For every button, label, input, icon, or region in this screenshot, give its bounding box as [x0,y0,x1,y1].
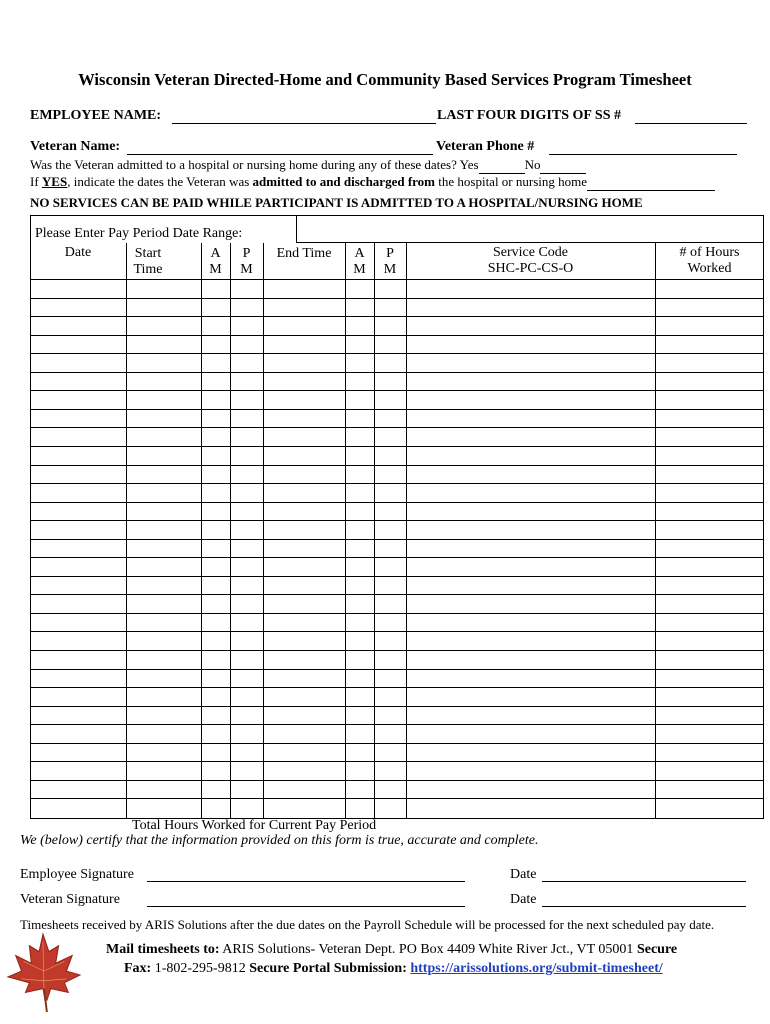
col-hours-line1: # of Hours [679,245,740,260]
col-hours [655,245,764,277]
no-label: No [524,157,541,172]
col-service-code [406,245,655,277]
employee-signature-field[interactable] [147,881,465,882]
mail-line [106,942,677,958]
table-row-line [30,483,764,484]
table-column-line [263,243,264,818]
table-row-line [30,316,764,317]
mail-address: ARIS Solutions- Veteran Dept. PO Box 4409 White River Jct., VT 05001 [219,942,637,957]
col-service-line2: SHC-PC-CS-O [487,261,574,276]
pay-period-field[interactable] [296,215,764,243]
col-pm-end-p: P [386,246,394,261]
veteran-name-label: Veteran Name: [30,139,121,154]
table-row-line [30,798,764,799]
table-row-line [30,743,764,744]
employee-date-field[interactable] [542,881,746,882]
employee-name-label: EMPLOYEE NAME: [30,108,162,123]
veteran-date-label: Date [510,892,537,907]
veteran-date-field[interactable] [542,906,746,907]
table-column-line [406,243,407,818]
indicate-bold-text: admitted to and discharged from [252,174,436,189]
col-start-line2: Time [133,262,163,277]
no-field[interactable] [540,157,586,174]
col-am-start-m: M [209,262,222,277]
col-hours-line2: Worked [687,261,732,276]
fax-number: 1-802-295-9812 [151,961,250,976]
mail-label: Mail timesheets to: [106,942,220,957]
table-row-line [30,520,764,521]
table-row-line [30,465,764,466]
col-service-line1: Service Code [492,245,569,260]
employee-name-field[interactable] [172,123,436,124]
table-row-line [30,706,764,707]
table-row-line [30,372,764,373]
table-column-line [374,243,375,818]
ss-label: LAST FOUR DIGITS OF SS # [437,108,621,123]
veteran-phone-field[interactable] [549,154,737,155]
col-pm-start-m: M [240,262,253,277]
total-hours-label: Total Hours Worked for Current Pay Period [132,818,377,833]
indicate-post-text: the hospital or nursing home [435,174,588,189]
fax-label: Fax: [124,961,152,976]
secure-label: Secure [636,942,678,957]
payroll-notice: Timesheets received by ARIS Solutions after the due dates on the Payroll Schedule will be processed for the next scheduled pay date. [20,917,715,932]
col-am-start [201,246,230,278]
veteran-signature-label: Veteran Signature [20,892,120,907]
table-column-line [230,243,231,818]
ss-field[interactable] [635,123,747,124]
hospital-dates-line [30,174,715,191]
table-column-line [126,243,127,818]
maple-leaf-icon [4,932,82,1014]
portal-label: Secure Portal Submission: [249,961,407,976]
employee-signature-label: Employee Signature [20,867,134,882]
table-row-line [30,335,764,336]
certify-statement: We (below) certify that the information provided on this form is true, accurate and complete. [20,833,539,848]
table-column-line [201,243,202,818]
table-row-line [30,298,764,299]
hospital-dates-field[interactable] [587,174,715,191]
col-am-start-a: A [210,246,221,261]
table-row-line [30,446,764,447]
page-title: Wisconsin Veteran Directed-Home and Community Based Services Program Timesheet [78,70,692,89]
col-am-end [345,246,374,278]
table-row-line [30,669,764,670]
table-row-line [30,409,764,410]
col-date: Date [64,245,92,260]
hospital-question [30,157,586,174]
col-pm-end [374,246,406,278]
col-am-end-m: M [353,262,366,277]
table-row-line [30,613,764,614]
timesheet-table [30,215,764,819]
table-row-line [30,353,764,354]
table-row-line [30,502,764,503]
table-row-line [30,724,764,725]
table-row-line [30,576,764,577]
table-row-line [30,780,764,781]
col-start [126,246,170,278]
fax-line [124,961,663,977]
table-row-line [30,557,764,558]
table-row-line [30,539,764,540]
col-am-end-a: A [354,246,365,261]
table-column-line [655,243,656,818]
col-start-line1: Start [134,246,162,261]
pay-period-label: Please Enter Pay Period Date Range: [35,226,243,241]
if-label: If [30,174,42,189]
table-row-line [30,390,764,391]
table-row-line [30,687,764,688]
table-row-line [30,427,764,428]
table-column-line [345,243,346,818]
table-row-line [30,631,764,632]
yes-field[interactable] [479,157,525,174]
hospital-question-text: Was the Veteran admitted to a hospital or nursing home during any of these dates? Yes [30,157,479,172]
col-pm-end-m: M [383,262,397,277]
portal-link[interactable]: https://arissolutions.org/submit-timesheet/ [410,961,663,976]
table-row-line [30,279,764,280]
no-services-notice: NO SERVICES CAN BE PAID WHILE PARTICIPANT IS ADMITTED TO A HOSPITAL/NURSING HOME [30,195,643,210]
col-pm-start [230,246,263,278]
veteran-signature-field[interactable] [147,906,465,907]
col-pm-start-p: P [242,246,251,261]
table-row-line [30,761,764,762]
if-yes-label: YES [41,174,68,189]
veteran-phone-label: Veteran Phone # [436,139,535,154]
col-end-time: End Time [276,246,332,261]
table-row-line [30,594,764,595]
table-row-line [30,650,764,651]
employee-date-label: Date [510,867,537,882]
indicate-text: , indicate the dates the Veteran was [67,174,253,189]
veteran-name-field[interactable] [127,154,433,155]
